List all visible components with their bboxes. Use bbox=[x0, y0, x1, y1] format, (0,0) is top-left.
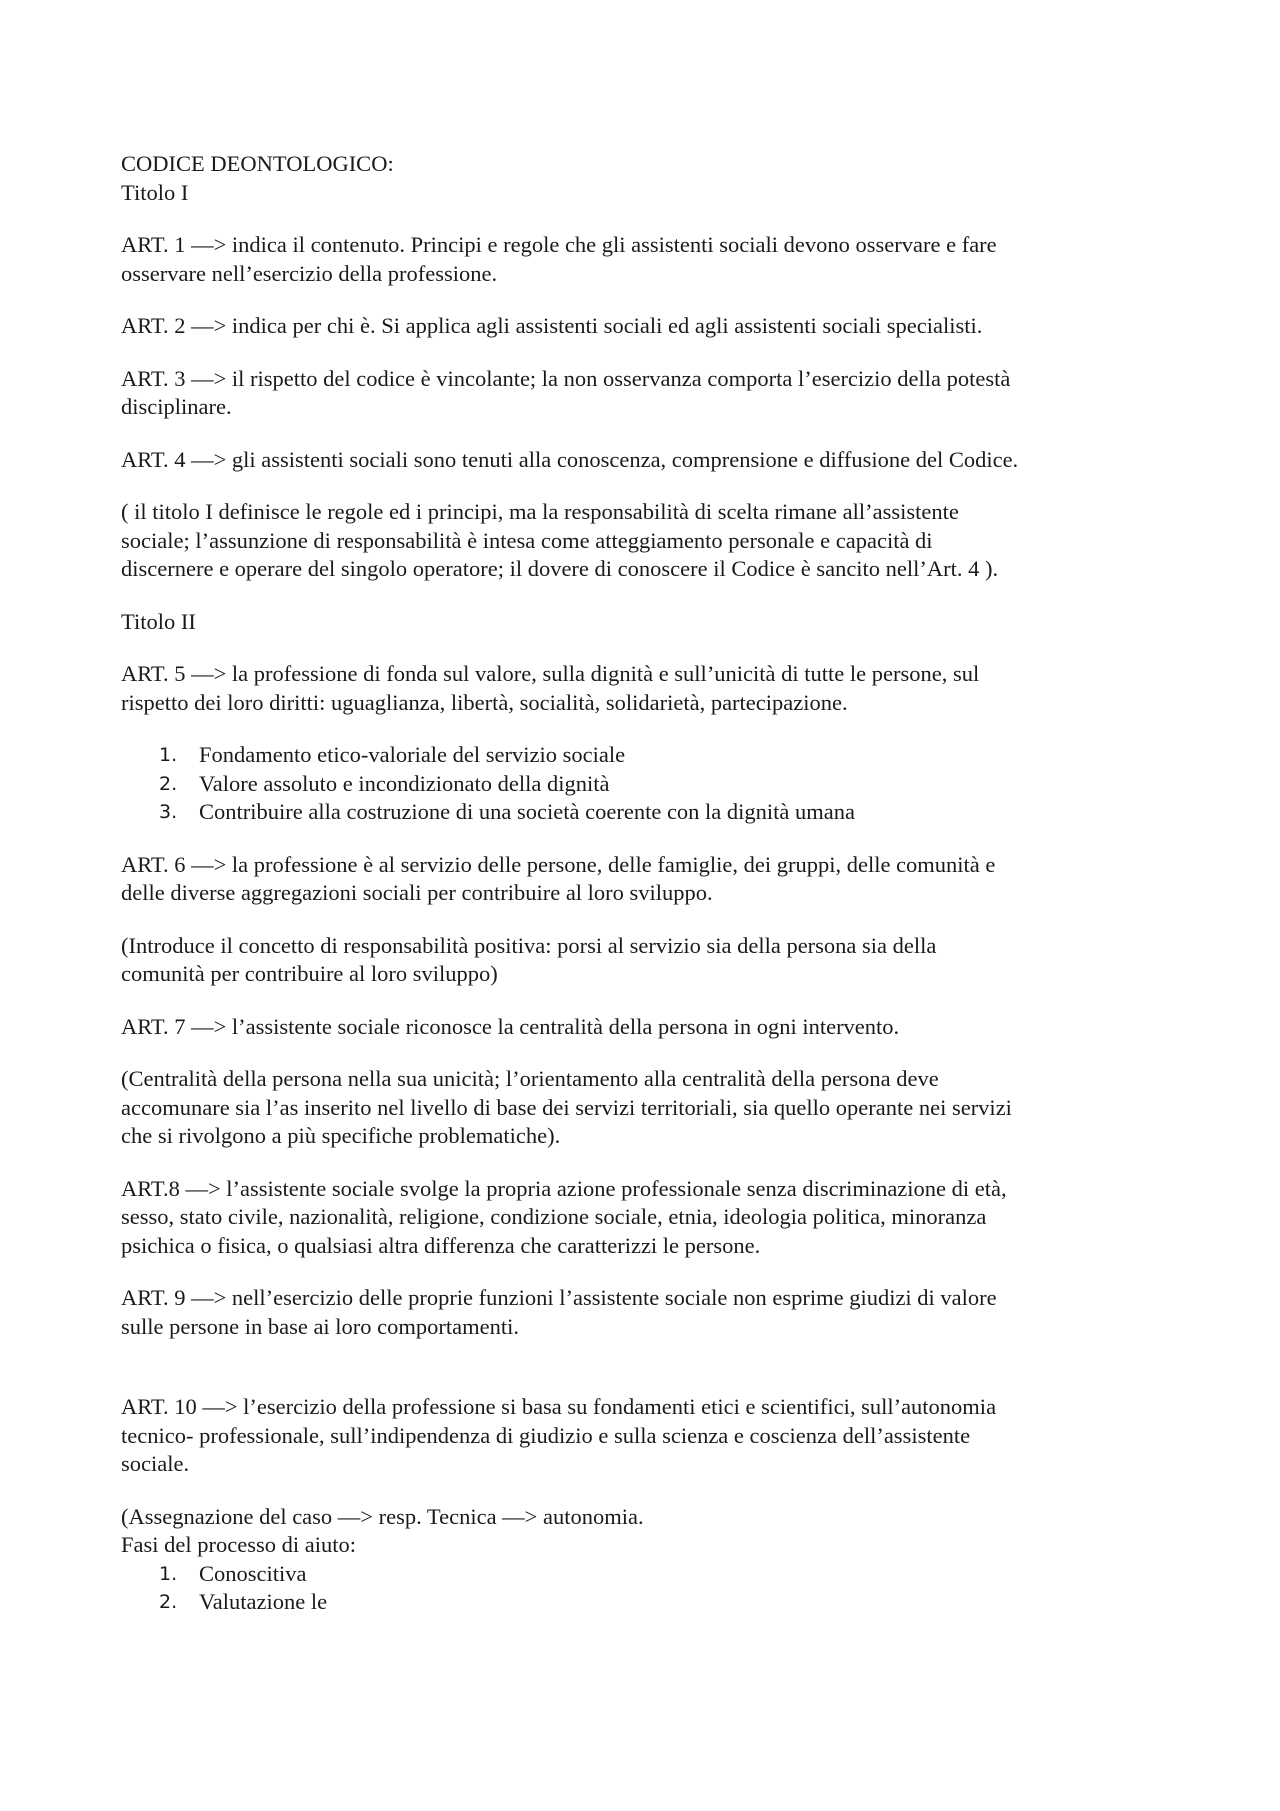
article-1-line-2: osservare nell’esercizio della professione. bbox=[121, 260, 498, 286]
note-article-7 bbox=[121, 1065, 1166, 1151]
note-article-7-line-2: accomunare sia l’as inserito nel livello di base dei servizi territoriali, sia quello operante nei servizi bbox=[121, 1094, 1012, 1120]
article-6-line-1: ART. 6 —> la professione è al servizio delle persone, delle famiglie, dei gruppi, delle comunità e bbox=[121, 851, 996, 877]
document-title: CODICE DEONTOLOGICO: bbox=[121, 151, 394, 176]
note-titolo-1-line-2: sociale; l’assunzione di responsabilità è intesa come atteggiamento personale e capacità di bbox=[121, 527, 933, 553]
note-titolo-1-line-3: discernere e operare del singolo operatore; il dovere di conoscere il Codice è sancito nell’Art. 4 ). bbox=[121, 556, 999, 581]
note-titolo-1-line-1: ( il titolo I definisce le regole ed i principi, ma la responsabilità di scelta rimane all’assistente bbox=[121, 499, 959, 524]
article-1-line-1: ART. 1 —> indica il contenuto. Principi e regole che gli assistenti sociali devono osservare e fare bbox=[121, 232, 997, 257]
note-article-6 bbox=[121, 932, 1166, 989]
article-10-line-3: sociale. bbox=[121, 1451, 190, 1476]
article-9 bbox=[121, 1284, 1166, 1341]
titolo-2-label: Titolo II bbox=[121, 608, 196, 634]
article-9-line-2: sulle persone in base ai loro comportamenti. bbox=[121, 1313, 520, 1339]
list-item-text: Valutazione le bbox=[199, 1589, 328, 1614]
list-item bbox=[121, 770, 1166, 799]
article-5-list bbox=[121, 741, 1166, 827]
article-3 bbox=[121, 365, 1166, 422]
article-8-line-2: sesso, stato civile, nazionalità, religione, condizione sociale, etnia, ideologia politica, minoranza bbox=[121, 1204, 987, 1229]
section-heading-titolo-2 bbox=[121, 608, 1166, 637]
article-10 bbox=[121, 1393, 1166, 1479]
article-1 bbox=[121, 231, 1166, 288]
article-6 bbox=[121, 851, 1166, 908]
article-2 bbox=[121, 312, 1166, 341]
list-item-text: Fondamento etico-valoriale del servizio sociale bbox=[199, 742, 626, 767]
note-article-10 bbox=[121, 1503, 1166, 1560]
article-4 bbox=[121, 446, 1166, 475]
list-item-number: 3. bbox=[159, 801, 178, 823]
article-4-line-1: ART. 4 —> gli assistenti sociali sono tenuti alla conoscenza, comprensione e diffusione del Codice. bbox=[121, 446, 1019, 472]
list-item-number: 1. bbox=[159, 744, 178, 766]
article-5-line-1: ART. 5 —> la professione di fonda sul valore, sulla dignità e sull’unicità di tutte le persone, sul bbox=[121, 661, 980, 686]
list-item-text: Contribuire alla costruzione di una società coerente con la dignità umana bbox=[199, 799, 856, 824]
note-article-10-line-2: Fasi del processo di aiuto: bbox=[121, 1532, 356, 1557]
list-item bbox=[121, 741, 1166, 770]
list-item-text: Valore assoluto e incondizionato della dignità bbox=[199, 770, 610, 796]
process-phases-list bbox=[121, 1560, 1166, 1617]
article-3-line-2: disciplinare. bbox=[121, 394, 232, 419]
article-8-line-3: psichica o fisica, o qualsiasi altra differenza che caratterizzi le persone. bbox=[121, 1232, 761, 1258]
article-7 bbox=[121, 1013, 1166, 1042]
article-10-line-2: tecnico- professionale, sull’indipendenza di giudizio e sulla scienza e coscienza dell’assistente bbox=[121, 1422, 971, 1448]
document-header bbox=[121, 150, 1166, 207]
list-item-number: 2. bbox=[159, 772, 178, 795]
note-titolo-1 bbox=[121, 498, 1166, 584]
article-8-line-1: ART.8 —> l’assistente sociale svolge la propria azione professionale senza discriminazione di età, bbox=[121, 1175, 1007, 1201]
article-6-line-2: delle diverse aggregazioni sociali per contribuire al loro sviluppo. bbox=[121, 880, 713, 905]
article-9-line-1: ART. 9 —> nell’esercizio delle proprie funzioni l’assistente sociale non esprime giudizi di valore bbox=[121, 1285, 997, 1310]
document-page bbox=[121, 150, 1166, 1617]
list-item bbox=[121, 1588, 1166, 1617]
list-item bbox=[121, 798, 1166, 827]
article-2-line-1: ART. 2 —> indica per chi è. Si applica agli assistenti sociali ed agli assistenti sociali specialisti. bbox=[121, 313, 983, 338]
note-article-7-line-3: che si rivolgono a più specifiche problematiche). bbox=[121, 1123, 561, 1148]
section-heading-titolo-1: Titolo I bbox=[121, 179, 189, 205]
article-10-line-1: ART. 10 —> l’esercizio della professione si basa su fondamenti etici e scientifici, sull’autonomia bbox=[121, 1394, 997, 1419]
list-item-number: 1. bbox=[159, 1562, 178, 1585]
note-article-6-line-1: (Introduce il concetto di responsabilità positiva: porsi al servizio sia della persona sia della bbox=[121, 932, 937, 958]
article-3-line-1: ART. 3 —> il rispetto del codice è vincolante; la non osservanza comporta l’esercizio della potestà bbox=[121, 365, 1011, 391]
article-5-line-2: rispetto dei loro diritti: uguaglianza, libertà, socialità, solidarietà, partecipazione. bbox=[121, 689, 848, 715]
list-item-text: Conoscitiva bbox=[199, 1560, 307, 1586]
list-item bbox=[121, 1560, 1166, 1589]
note-article-7-line-1: (Centralità della persona nella sua unicità; l’orientamento alla centralità della persona deve bbox=[121, 1066, 939, 1091]
note-article-6-line-2: comunità per contribuire al loro sviluppo) bbox=[121, 961, 498, 986]
list-item-number: 2. bbox=[159, 1591, 178, 1613]
article-7-line-1: ART. 7 —> l’assistente sociale riconosce la centralità della persona in ogni intervento. bbox=[121, 1013, 900, 1039]
note-article-10-line-1: (Assegnazione del caso —> resp. Tecnica —> autonomia. bbox=[121, 1503, 644, 1529]
article-5 bbox=[121, 660, 1166, 717]
article-8 bbox=[121, 1175, 1166, 1261]
